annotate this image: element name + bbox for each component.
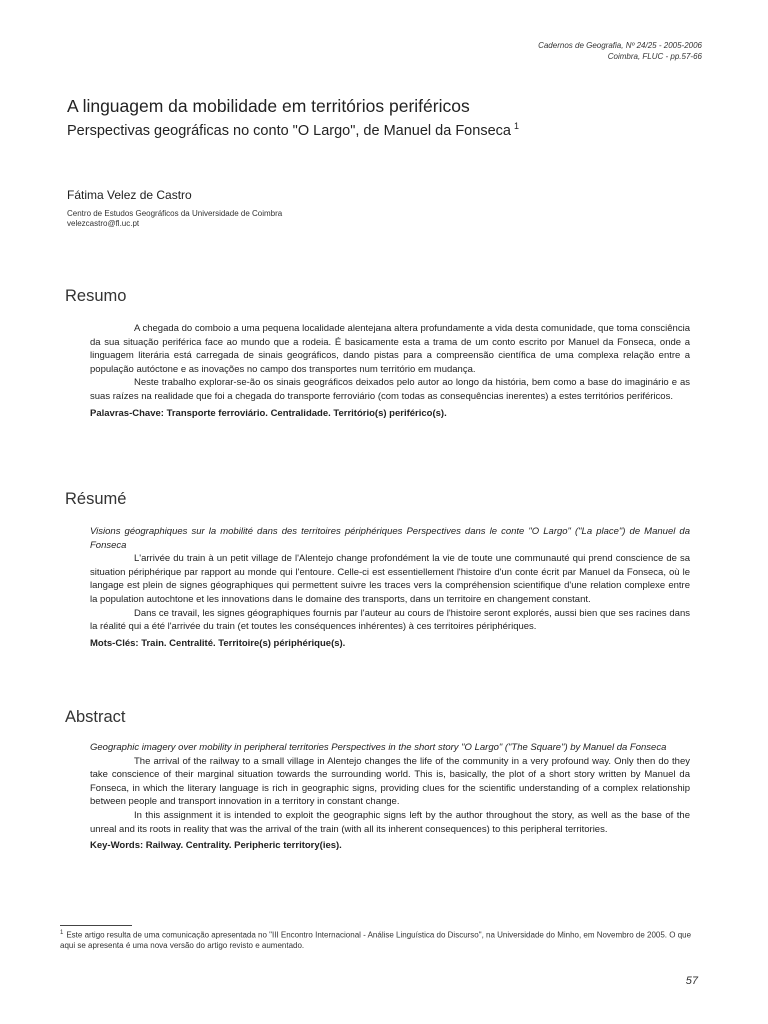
abstract-paragraph-2: In this assignment it is intended to exploit the geographic signs left by the author throughout the story, as well as the base of the unreal and its roots in reality that was the arrival of the train (with all its inherent consequences) to this peripheral territories.	[90, 809, 690, 835]
abstract-heading: Abstract	[65, 708, 126, 726]
journal-line-2: Coimbra, FLUC - pp.57-66	[607, 52, 702, 61]
abstract-keywords: Key-Words: Railway. Centrality. Peripheric territory(ies).	[90, 840, 342, 852]
author-name: Fátima Velez de Castro	[67, 188, 192, 202]
abstract-title-line: Geographic imagery over mobility in peripheral territories Perspectives in the short story "O Largo" ("The Square") by Manuel da Fonseca	[90, 742, 667, 753]
footnote-divider	[60, 925, 132, 926]
resumo-heading: Resumo	[65, 287, 127, 305]
footnote	[60, 928, 700, 951]
abstract-section	[90, 741, 690, 853]
paper-title: A linguagem da mobilidade em territórios periféricos	[67, 96, 470, 116]
author-affiliation-block	[67, 209, 282, 229]
author-email[interactable]: velezcastro@fl.uc.pt	[67, 219, 140, 228]
abstract-paragraph-1: The arrival of the railway to a small village in Alentejo changes the life of the community in a very profound way. Only then do they take conscience of their marginal situation towards the surrounding world. This is, basically, the plot of a short story written by Manuel da Fonseca, in which the literary language is rich in geographic signs, providing clues for the scientific understanding of a complex relationship between people and transport innovation in a territory in constant change.	[90, 755, 690, 808]
journal-citation	[538, 40, 702, 62]
resumo-section	[90, 322, 690, 420]
subtitle-text: Perspectivas geográficas no conto "O Largo", de Manuel da Fonseca	[67, 123, 511, 139]
resume-paragraph-1: L'arrivée du train à un petit village de l'Alentejo change profondément la vie de toute une communauté qui prend conscience de sa situation périphérique par rapport au monde qui l'entoure. Celle-ci est essentiellement l'histoire d'un conte écrit par Manuel da Fonseca, où le langage est plein de signes géographiques qui permettent suivre les traces vers la compréhension scientifique d'une relation complexe entre la population autochtone et les innovations dans le domaine des transports, dans un territoire en changement constant.	[90, 553, 690, 605]
resumo-keywords: Palavras-Chave: Transporte ferroviário. Centralidade. Território(s) periférico(s).	[90, 407, 447, 419]
footnote-text: Este artigo resulta de uma comunicação apresentada no "III Encontro Internacional - Análise Linguística do Discurso", na Universidade do Minho, em Novembro de 2005. O que aqui se apresenta é uma nova versão do artigo revisto e aumentado.	[60, 930, 692, 950]
footnote-marker: 1	[60, 930, 64, 936]
resume-section	[90, 525, 690, 650]
paper-subtitle	[67, 121, 519, 139]
resumo-paragraph-2: Neste trabalho explorar-se-ão os sinais geográficos deixados pelo autor ao longo da história, bem como a base do imaginário e as suas raízes na realidade que foi a chegada do transporte ferroviário (com todas as consequências inerentes) a estes territórios periféricos.	[90, 377, 690, 402]
page-number: 57	[685, 975, 698, 987]
resume-keywords: Mots-Clés: Train. Centralité. Territoire(s) périphérique(s).	[90, 637, 346, 649]
footnote-ref[interactable]: 1	[513, 121, 519, 131]
resume-paragraph-2: Dans ce travail, les signes géographiques fournis par l'auteur au cours de l'histoire seront explorés, aussi bien que ses racines dans la réalité qui a été l'arrivée du train (et toutes les conséquences inhérentes) à ces territoires périphériques.	[90, 607, 690, 633]
resume-heading: Résumé	[65, 490, 127, 508]
resume-title-line: Visions géographiques sur la mobilité dans des territoires périphériques Perspectives dans le conte "O Largo" ("La place") de Manuel da Fonseca	[90, 526, 690, 551]
resumo-paragraph-1: A chegada do comboio a uma pequena localidade alentejana altera profundamente a vida desta comunidade, que toma consciência da sua situação periférica face ao mundo que a rodeia. É basicamente esta a trama de um conto escrito por Manuel da Fonseca, onde a linguagem literária está carregada de sinais geográficos, dando pistas para a compreensão científica de uma complexa relação entre a população autóctone e as inovações no campo dos transportes num território em mudança.	[90, 323, 690, 375]
author-affiliation: Centro de Estudos Geográficos da Universidade de Coimbra	[67, 209, 283, 218]
journal-line-1: Cadernos de Geografia, Nº 24/25 - 2005-2006	[538, 41, 702, 50]
